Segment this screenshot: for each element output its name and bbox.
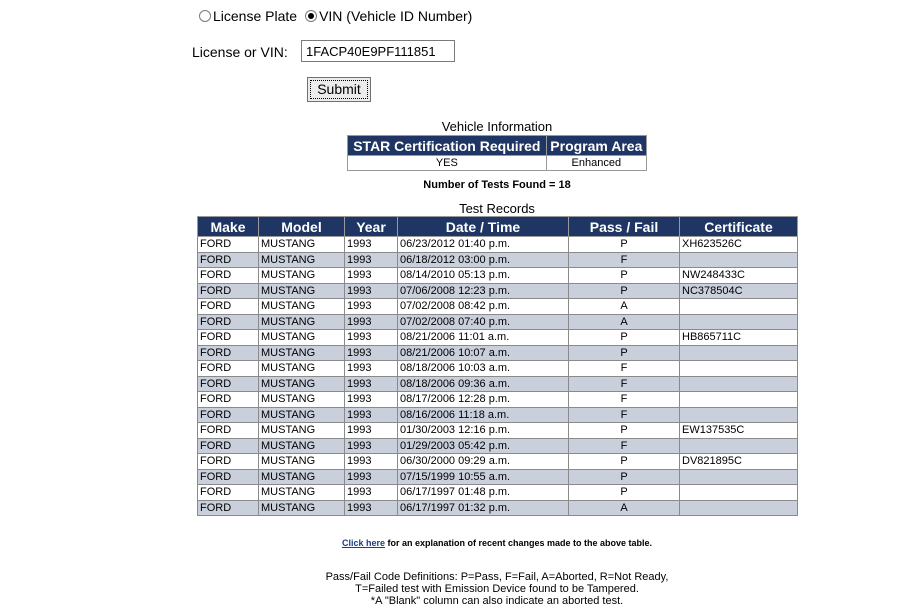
date-time-cell: 06/18/2012 03:00 p.m. xyxy=(398,252,569,268)
certificate-cell: HB865711C xyxy=(680,330,798,346)
certificate-cell xyxy=(680,361,798,377)
make-cell: FORD xyxy=(198,314,259,330)
definitions-line-3: *A "Blank" column can also indicate an aborted test. xyxy=(370,595,624,607)
table-row xyxy=(198,469,798,485)
date-time-cell: 08/18/2006 10:03 a.m. xyxy=(398,361,569,377)
year-cell: 1993 xyxy=(345,283,398,299)
pass-fail-cell: F xyxy=(569,376,680,392)
date-time-cell: 08/17/2006 12:28 p.m. xyxy=(398,392,569,408)
make-cell: FORD xyxy=(198,407,259,423)
certificate-cell xyxy=(680,376,798,392)
tests-found-count: Number of Tests Found = 18 xyxy=(423,179,571,191)
date-time-cell: 08/21/2006 11:01 a.m. xyxy=(398,330,569,346)
table-row xyxy=(198,407,798,423)
table-row xyxy=(198,330,798,346)
pass-fail-cell: P xyxy=(569,423,680,439)
table-row xyxy=(198,485,798,501)
test-records-caption: Test Records xyxy=(459,201,535,216)
make-cell: FORD xyxy=(198,500,259,516)
pass-fail-cell: P xyxy=(569,330,680,346)
year-cell: 1993 xyxy=(345,361,398,377)
make-cell: FORD xyxy=(198,361,259,377)
year-cell: 1993 xyxy=(345,423,398,439)
column-header-make: Make xyxy=(198,217,259,237)
make-cell: FORD xyxy=(198,283,259,299)
column-header-certificate: Certificate xyxy=(680,217,798,237)
pass-fail-cell: A xyxy=(569,299,680,315)
model-cell: MUSTANG xyxy=(259,314,345,330)
certificate-cell xyxy=(680,407,798,423)
pass-fail-cell: A xyxy=(569,314,680,330)
model-cell: MUSTANG xyxy=(259,485,345,501)
make-cell: FORD xyxy=(198,268,259,284)
make-cell: FORD xyxy=(198,454,259,470)
column-header-date-time: Date / Time xyxy=(398,217,569,237)
year-cell: 1993 xyxy=(345,438,398,454)
year-cell: 1993 xyxy=(345,314,398,330)
program-area-header: Program Area xyxy=(546,136,646,156)
make-cell: FORD xyxy=(198,299,259,315)
test-records-body xyxy=(198,237,798,516)
model-cell: MUSTANG xyxy=(259,299,345,315)
table-row xyxy=(198,438,798,454)
model-cell: MUSTANG xyxy=(259,454,345,470)
make-cell: FORD xyxy=(198,237,259,253)
pass-fail-cell: F xyxy=(569,252,680,268)
table-row xyxy=(198,392,798,408)
table-row xyxy=(198,314,798,330)
model-cell: MUSTANG xyxy=(259,268,345,284)
license-plate-radio-label[interactable]: License Plate xyxy=(213,8,298,24)
year-cell: 1993 xyxy=(345,268,398,284)
certificate-cell xyxy=(680,314,798,330)
certificate-cell: EW137535C xyxy=(680,423,798,439)
date-time-cell: 01/30/2003 12:16 p.m. xyxy=(398,423,569,439)
click-here-link[interactable]: Click here xyxy=(341,538,385,548)
make-cell: FORD xyxy=(198,376,259,392)
date-time-cell: 06/30/2000 09:29 a.m. xyxy=(398,454,569,470)
date-time-cell: 08/21/2006 10:07 a.m. xyxy=(398,345,569,361)
star-certification-header: STAR Certification Required xyxy=(348,136,547,156)
date-time-cell: 08/16/2006 11:18 a.m. xyxy=(398,407,569,423)
model-cell: MUSTANG xyxy=(259,283,345,299)
table-row xyxy=(198,454,798,470)
certificate-cell xyxy=(680,252,798,268)
pass-fail-cell: F xyxy=(569,361,680,377)
table-row xyxy=(198,268,798,284)
vin-radio-label[interactable]: VIN (Vehicle ID Number) xyxy=(319,8,473,24)
model-cell: MUSTANG xyxy=(259,376,345,392)
program-area-value: Enhanced xyxy=(546,156,646,171)
column-header-year: Year xyxy=(345,217,398,237)
date-time-cell: 08/14/2010 05:13 p.m. xyxy=(398,268,569,284)
date-time-cell: 07/15/1999 10:55 a.m. xyxy=(398,469,569,485)
date-time-cell: 06/17/1997 01:32 p.m. xyxy=(398,500,569,516)
changes-note xyxy=(197,538,797,548)
date-time-cell: 01/29/2003 05:42 p.m. xyxy=(398,438,569,454)
test-records-header-row xyxy=(198,217,798,237)
year-cell: 1993 xyxy=(345,454,398,470)
year-cell: 1993 xyxy=(345,330,398,346)
certificate-cell xyxy=(680,485,798,501)
model-cell: MUSTANG xyxy=(259,500,345,516)
table-row xyxy=(198,283,798,299)
pass-fail-cell: F xyxy=(569,438,680,454)
date-time-cell: 07/06/2008 12:23 p.m. xyxy=(398,283,569,299)
star-certification-value: YES xyxy=(348,156,547,171)
year-cell: 1993 xyxy=(345,469,398,485)
make-cell: FORD xyxy=(198,345,259,361)
date-time-cell: 06/23/2012 01:40 p.m. xyxy=(398,237,569,253)
test-records-table xyxy=(197,216,798,516)
model-cell: MUSTANG xyxy=(259,423,345,439)
table-row xyxy=(198,423,798,439)
pass-fail-cell: P xyxy=(569,454,680,470)
year-cell: 1993 xyxy=(345,392,398,408)
certificate-cell xyxy=(680,469,798,485)
model-cell: MUSTANG xyxy=(259,438,345,454)
vehicle-information-caption: Vehicle Information xyxy=(441,119,553,134)
pass-fail-cell: P xyxy=(569,283,680,299)
model-cell: MUSTANG xyxy=(259,252,345,268)
year-cell: 1993 xyxy=(345,237,398,253)
column-header-pass-fail: Pass / Fail xyxy=(569,217,680,237)
license-plate-radio[interactable] xyxy=(199,10,211,22)
license-or-vin-input[interactable] xyxy=(301,40,455,62)
definitions-line-2: T=Failed test with Emission Device found to be Tampered. xyxy=(355,583,639,595)
make-cell: FORD xyxy=(198,252,259,268)
table-row xyxy=(198,500,798,516)
year-cell: 1993 xyxy=(345,345,398,361)
license-or-vin-label: License or VIN: xyxy=(192,44,288,60)
make-cell: FORD xyxy=(198,438,259,454)
table-row xyxy=(198,252,798,268)
year-cell: 1993 xyxy=(345,407,398,423)
model-cell: MUSTANG xyxy=(259,345,345,361)
pass-fail-cell: P xyxy=(569,268,680,284)
pass-fail-cell: P xyxy=(569,237,680,253)
certificate-cell xyxy=(680,438,798,454)
pass-fail-cell: F xyxy=(569,392,680,408)
certificate-cell: NW248433C xyxy=(680,268,798,284)
certificate-cell: DV821895C xyxy=(680,454,798,470)
date-time-cell: 08/18/2006 09:36 a.m. xyxy=(398,376,569,392)
model-cell: MUSTANG xyxy=(259,361,345,377)
year-cell: 1993 xyxy=(345,252,398,268)
make-cell: FORD xyxy=(198,485,259,501)
pass-fail-cell: P xyxy=(569,485,680,501)
model-cell: MUSTANG xyxy=(259,392,345,408)
certificate-cell xyxy=(680,392,798,408)
model-cell: MUSTANG xyxy=(259,407,345,423)
vehicle-information-table xyxy=(347,135,647,171)
certificate-cell: NC378504C xyxy=(680,283,798,299)
pass-fail-cell: F xyxy=(569,407,680,423)
date-time-cell: 07/02/2008 08:42 p.m. xyxy=(398,299,569,315)
vin-radio[interactable] xyxy=(305,10,317,22)
year-cell: 1993 xyxy=(345,376,398,392)
date-time-cell: 07/02/2008 07:40 p.m. xyxy=(398,314,569,330)
column-header-model: Model xyxy=(259,217,345,237)
definitions-line-1: Pass/Fail Code Definitions: P=Pass, F=Fail, A=Aborted, R=Not Ready, xyxy=(325,571,669,583)
year-cell: 1993 xyxy=(345,485,398,501)
certificate-cell xyxy=(680,500,798,516)
make-cell: FORD xyxy=(198,330,259,346)
model-cell: MUSTANG xyxy=(259,237,345,253)
pass-fail-cell: P xyxy=(569,469,680,485)
make-cell: FORD xyxy=(198,392,259,408)
submit-button[interactable]: Submit xyxy=(307,77,371,102)
search-type-radio-group xyxy=(199,8,480,24)
make-cell: FORD xyxy=(198,423,259,439)
pass-fail-cell: A xyxy=(569,500,680,516)
certificate-cell: XH623526C xyxy=(680,237,798,253)
make-cell: FORD xyxy=(198,469,259,485)
table-row xyxy=(198,361,798,377)
year-cell: 1993 xyxy=(345,500,398,516)
table-row xyxy=(198,299,798,315)
certificate-cell xyxy=(680,345,798,361)
year-cell: 1993 xyxy=(345,299,398,315)
certificate-cell xyxy=(680,299,798,315)
date-time-cell: 06/17/1997 01:48 p.m. xyxy=(398,485,569,501)
table-row xyxy=(198,345,798,361)
table-row xyxy=(198,376,798,392)
model-cell: MUSTANG xyxy=(259,469,345,485)
table-row xyxy=(198,237,798,253)
changes-note-text: for an explanation of recent changes made to the above table. xyxy=(384,538,653,548)
model-cell: MUSTANG xyxy=(259,330,345,346)
pass-fail-definitions xyxy=(197,571,797,607)
pass-fail-cell: P xyxy=(569,345,680,361)
